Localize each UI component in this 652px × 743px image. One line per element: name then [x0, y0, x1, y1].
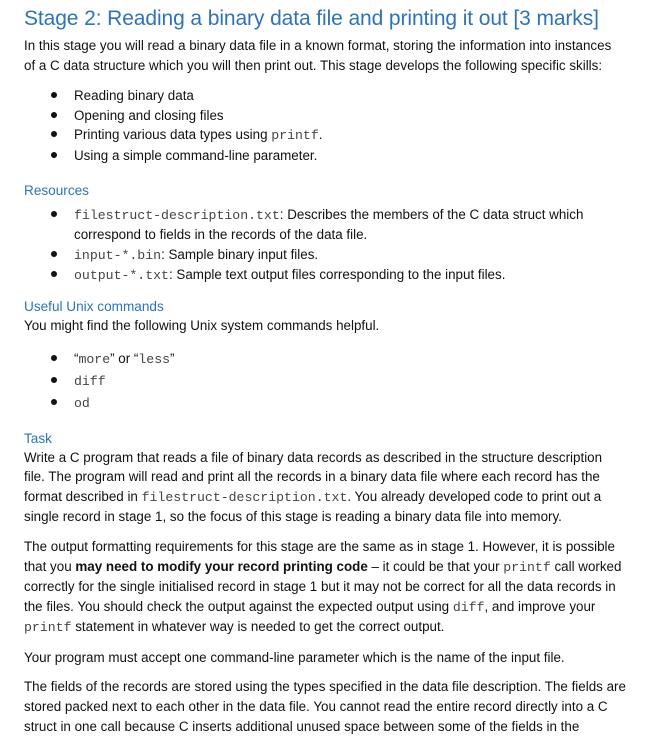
command-more: more	[78, 351, 111, 367]
resource-filename: output-*.txt	[74, 268, 169, 284]
skills-list	[24, 86, 626, 165]
resource-item: input-*.bin: Sample binary input files.	[24, 245, 626, 266]
command-item	[24, 370, 626, 392]
bullet-icon	[51, 251, 57, 257]
bullet-icon	[51, 355, 57, 361]
unix-commands-list	[24, 348, 626, 414]
code-diff: diff	[452, 599, 485, 615]
task-heading: Task	[24, 430, 52, 446]
resource-filename: filestruct-description.txt	[74, 207, 280, 223]
skill-item: Opening and closing files	[24, 106, 626, 126]
skill-item: Using a simple command-line parameter.	[24, 146, 626, 166]
skill-item: Reading binary data	[24, 86, 626, 106]
bullet-icon	[51, 131, 57, 137]
command-od: od	[74, 395, 90, 411]
resource-item: filestruct-description.txt: Describes the members of the C data struct which correspond to fields in the records of the data file.	[24, 205, 626, 245]
bullet-icon	[51, 112, 57, 118]
command-item	[24, 392, 626, 414]
bullet-icon	[51, 92, 57, 98]
resources-list	[24, 205, 626, 286]
command-diff: diff	[74, 373, 106, 389]
unix-intro: You might find the following Unix system commands helpful.	[24, 317, 380, 333]
code-printf: printf	[24, 620, 72, 636]
task-paragraph-4: The fields of the records are stored using the types specified in the data file description. The fields are stored packed next to each other in the data file. You cannot read the entire record directly into a C struct in one call because C inserts additional unused space between some of the fields in the	[24, 679, 626, 734]
task-paragraph-1: Write a C program that reads a file of binary data records as described in the structure description file. The program will read and print all the records in a binary data file where each record has the format described in filestruct-description.txt. You already developed code to print out a single record in stage 1, so the focus of this stage is reading a binary data file into memory.	[24, 449, 603, 525]
bold-emphasis: may need to modify your record printing code	[75, 558, 368, 574]
skill-item: Printing various data types using printf.	[24, 125, 626, 146]
bullet-icon	[51, 377, 57, 383]
task-paragraph-2: The output formatting requirements for this stage are the same as in stage 1. However, it is possible that you may need to modify your record printing code – it could be that your printf call worked correctly for the single initialised record in stage 1 but it may not be correct for all the data records in the files. You should check the output against the expected output using diff, and improve your printf statement in whatever way is needed to get the correct output.	[24, 538, 622, 636]
intro-paragraph: In this stage you will read a binary data file in a known format, storing the information into instances of a C data structure which you will then print out. This stage develops the following specific skills:	[24, 38, 612, 73]
unix-heading: Useful Unix commands	[24, 298, 164, 314]
resource-filename: input-*.bin	[74, 247, 162, 263]
command-item: “more” or “less”	[24, 348, 626, 370]
code-filestruct: filestruct-description.txt	[141, 489, 348, 505]
code-printf: printf	[503, 559, 551, 575]
bullet-icon	[51, 271, 57, 277]
bullet-icon	[51, 152, 57, 158]
task-paragraph-3: Your program must accept one command-line parameter which is the name of the input file.	[24, 649, 565, 665]
bullet-icon	[51, 211, 57, 217]
resources-heading: Resources	[24, 182, 89, 198]
stage-title: Stage 2: Reading a binary data file and printing it out [3 marks]	[24, 7, 599, 30]
command-less: less	[138, 351, 171, 367]
bullet-icon	[51, 399, 57, 405]
code-printf: printf	[271, 128, 319, 144]
resource-item: output-*.txt: Sample text output files corresponding to the input files.	[24, 265, 626, 286]
